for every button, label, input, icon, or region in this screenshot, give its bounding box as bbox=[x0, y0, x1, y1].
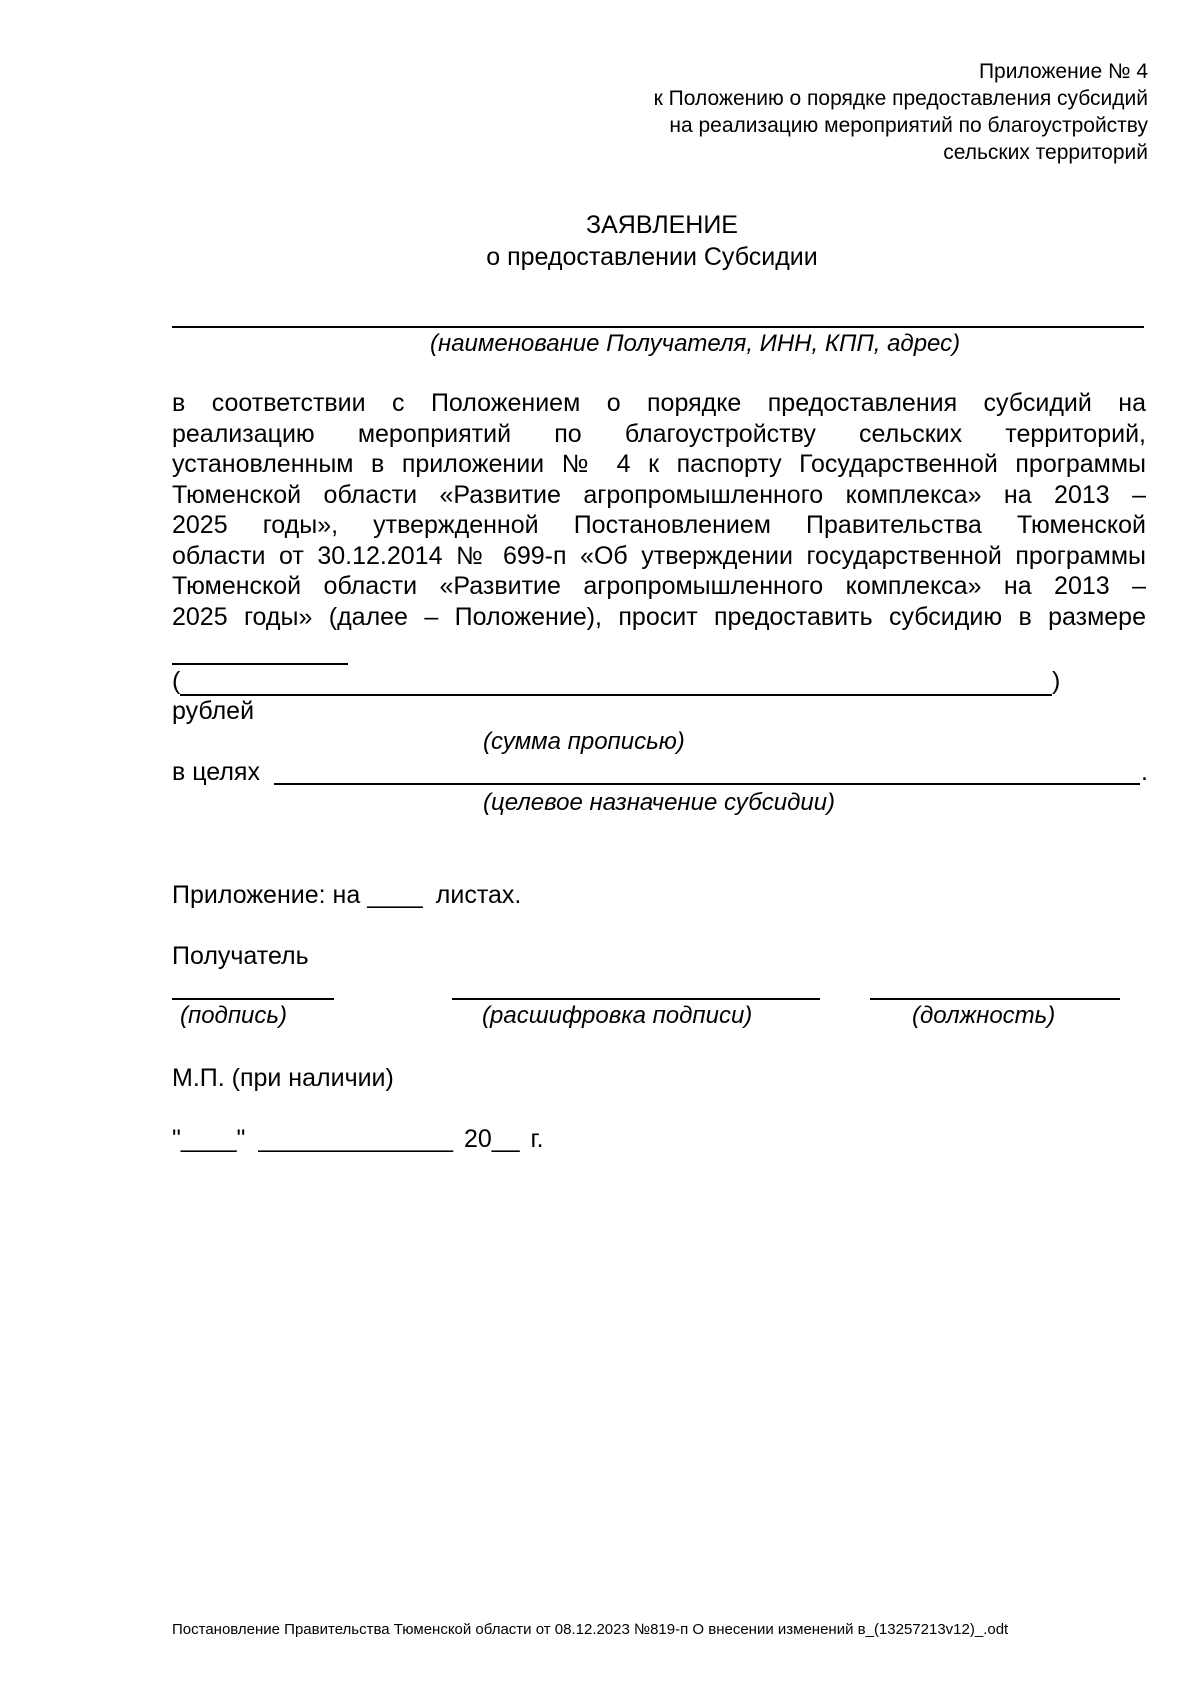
application-body bbox=[172, 388, 1146, 632]
position-fill-line[interactable] bbox=[870, 998, 1120, 1000]
signature-decode-fill-line[interactable] bbox=[452, 998, 820, 1000]
body-line: 2025 годы» (далее – Положение), просит предоставить субсидию в размере bbox=[172, 602, 1146, 631]
amount-open-paren: ( bbox=[172, 667, 181, 695]
date-open-quote: " bbox=[172, 1125, 181, 1153]
attachment-prefix: Приложение: на bbox=[172, 881, 361, 909]
recipient-fill-line[interactable] bbox=[172, 326, 1144, 328]
body-line: установленным в приложении № 4 к паспорту Государственной программы bbox=[172, 450, 1146, 478]
body-line: Тюменской области «Развитие агропромышленного комплекса» на 2013 – bbox=[172, 480, 1146, 509]
date-day-blank[interactable]: ____ bbox=[180, 1125, 237, 1153]
purpose-caption: (целевое назначение субсидии) bbox=[483, 789, 836, 816]
purpose-label: в целях bbox=[172, 758, 260, 786]
amount-words-caption: (сумма прописью) bbox=[483, 728, 685, 755]
document-title bbox=[0, 209, 1200, 273]
title-subtitle: о предоставлении Субсидии bbox=[486, 243, 818, 271]
date-year-suffix: г. bbox=[530, 1125, 544, 1153]
appendix-number: Приложение № 4 bbox=[978, 60, 1148, 83]
document-footer: Постановление Правительства Тюменской области от 08.12.2023 №819-п О внесении изменений в_(13257213v12)_.odt bbox=[172, 1621, 1009, 1638]
attachment-sheets-blank[interactable]: ____ bbox=[367, 881, 423, 909]
date-line bbox=[172, 1124, 544, 1154]
recipient-caption: (наименование Получателя, ИНН, КПП, адрес) bbox=[430, 330, 961, 357]
body-line: области от 30.12.2014 № 699-п «Об утверждении государственной программы bbox=[172, 541, 1146, 570]
attachment-line bbox=[172, 880, 521, 910]
body-line: реализацию мероприятий по благоустройству сельских территорий, bbox=[172, 419, 1146, 448]
recipient-label: Получатель bbox=[172, 942, 309, 970]
date-close-quote: " bbox=[236, 1125, 246, 1153]
attachment-suffix: листах. bbox=[435, 881, 522, 909]
position-caption: (должность) bbox=[912, 1002, 1056, 1029]
appendix-reference-line: на реализацию мероприятий по благоустройству bbox=[669, 114, 1148, 137]
amount-digits-fill-line[interactable] bbox=[172, 663, 348, 665]
signature-caption: (подпись) bbox=[180, 1002, 287, 1029]
signature-decode-caption: (расшифровка подписи) bbox=[482, 1002, 753, 1029]
date-year-prefix: 20 bbox=[463, 1125, 492, 1153]
body-line: в соответствии с Положением о порядке предоставления субсидий на bbox=[172, 389, 1146, 417]
appendix-reference-line: к Положению о порядке предоставления субсидий bbox=[653, 87, 1148, 110]
rubles-label: рублей bbox=[172, 697, 255, 725]
appendix-reference-line: сельских территорий bbox=[943, 141, 1148, 164]
appendix-header bbox=[448, 58, 1148, 166]
signature-fill-line[interactable] bbox=[172, 998, 334, 1000]
title-main: ЗАЯВЛЕНИЕ bbox=[585, 211, 738, 239]
amount-words-fill-line[interactable] bbox=[180, 694, 1052, 696]
purpose-end: . bbox=[1141, 758, 1148, 786]
date-month-blank[interactable]: ______________ bbox=[258, 1125, 453, 1153]
purpose-fill-line[interactable] bbox=[274, 783, 1140, 785]
stamp-label: М.П. (при наличии) bbox=[172, 1064, 394, 1092]
body-line: Тюменской области «Развитие агропромышленного комплекса» на 2013 – bbox=[172, 572, 1146, 600]
amount-close-paren: ) bbox=[1052, 667, 1061, 695]
body-line: 2025 годы», утвержденной Постановлением Правительства Тюменской bbox=[172, 511, 1146, 539]
date-year-blank[interactable]: __ bbox=[491, 1125, 520, 1153]
